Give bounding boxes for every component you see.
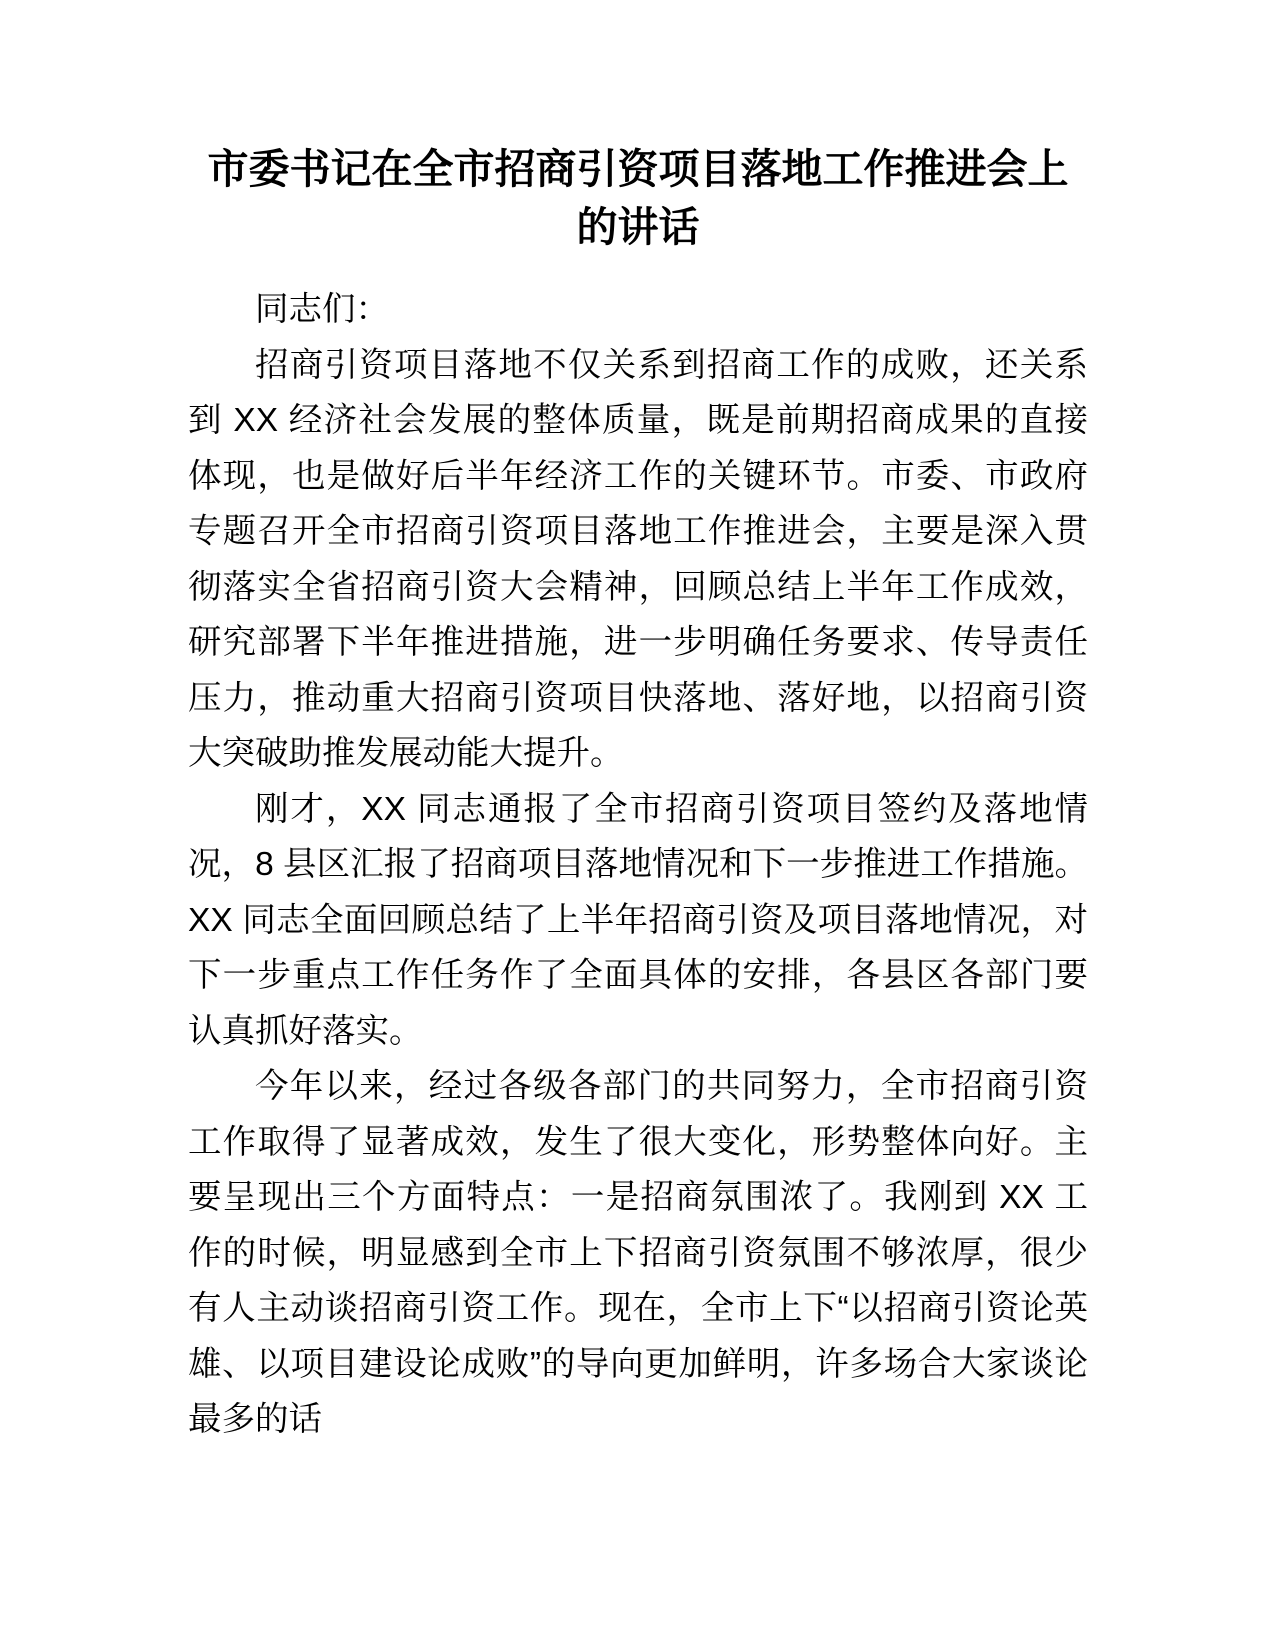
paragraph-3: 今年以来，经过各级各部门的共同努力，全市招商引资工作取得了显著成效，发生了很大变化，形势整体向好。主要呈现出三个方面特点：一是招商氛围浓了。我刚到 XX 工作的时候，明显感到全市上下招商引资氛围不够浓厚，很少有人主动谈招商引资工作。现在，全市上下“以招商引资论英雄、以项目建设论成败”的导向更加鲜明，许多场合大家谈论最多的话 [188,1068,1088,1438]
page-title: 市委书记在全市招商引资项目落地工作推进会上的讲话 [207,146,1069,250]
paragraph-1: 招商引资项目落地不仅关系到招商工作的成败，还关系到 XX 经济社会发展的整体质量，既是前期招商成果的直接体现，也是做好后半年经济工作的关键环节。市委、市政府专题召开全市招商引资项目落地工作推进会，主要是深入贯彻落实全省招商引资大会精神，回顾总结上半年工作成效，研究部署下半年推进措施，进一步明确任务要求、传导责任压力，推动重大招商引资项目快落地、落好地，以招商引资大突破助推发展动能大提升。 [188,346,1088,772]
paragraph-2: 刚才，XX 同志通报了全市招商引资项目签约及落地情况，8 县区汇报了招商项目落地情况和下一步推进工作措施。XX 同志全面回顾总结了上半年招商引资及项目落地情况，对下一步重点工作任务作了全面具体的安排，各县区各部门要认真抓好落实。 [188,790,1088,1050]
document-content [188,0,1088,1448]
salutation: 同志们： [255,291,389,328]
document-body [188,282,1088,1448]
